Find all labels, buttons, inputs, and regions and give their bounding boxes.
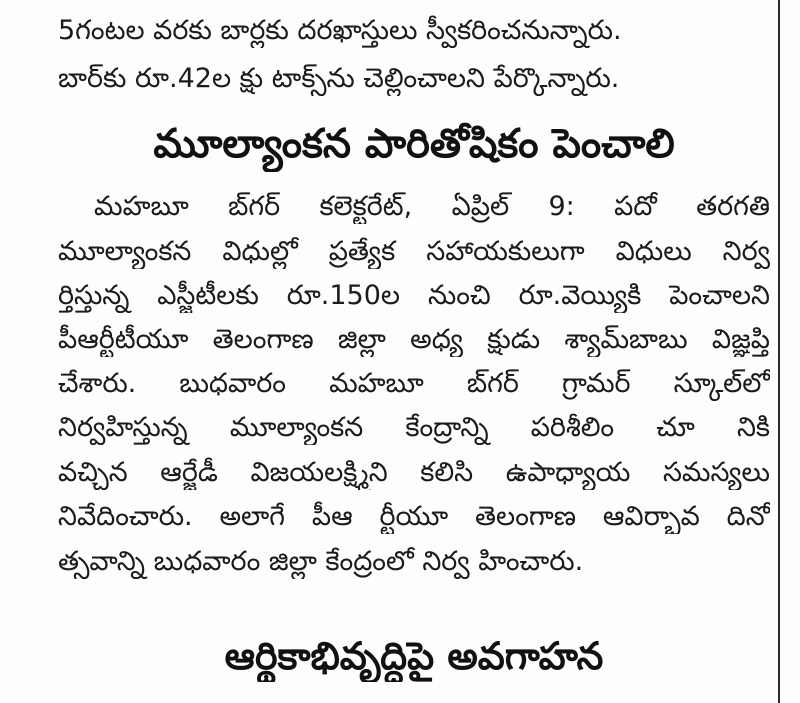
body-line-3: ర్తిస్తున్న ఎస్జీటీలకు రూ.150ల నుంచి రూ.వెయ్యికి పెంచాలని	[58, 280, 770, 311]
headline-main: మూల్యాంకన పారితోషికం పెంచాలి	[153, 121, 675, 167]
column-divider	[778, 0, 780, 703]
body-line-2: మూల్యాంకన విధుల్లో ప్రత్యేక సహాయకులుగా విధులు నిర్వ	[58, 236, 770, 267]
body-line-1: మహబూ బ్‌గర్ కలెక్టరేట్, ఏప్రిల్ 9: పదో తరగతి	[94, 191, 770, 222]
body-line-5: చేశారు. బుధవారం మహబూ బ్‌గర్ గ్రామర్ స్కూల్‌లో	[58, 368, 770, 399]
body-line-7: వచ్చిన ఆర్జేడీ విజయలక్ష్మిని కలిసి ఉపాధ్యాయ సమస్యలు	[58, 457, 770, 488]
headline-next: ఆర్థికాభివృద్ధిపై అవగాహన	[224, 634, 604, 678]
body-line-6: నిర్వహిస్తున్న మూల్యాంకన కేంద్రాన్ని పరిశీలిం చూ నికి	[58, 412, 770, 443]
body-line-4: పీఆర్టీటీయూ తెలంగాణ జిల్లా అధ్య క్షుడు శ్యామ్‌బాబు విజ్ఞప్తి	[58, 324, 770, 355]
body-line-9: త్సవాన్ని బుధవారం జిల్లా కేంద్రంలో నిర్వ హించారు.	[58, 546, 584, 577]
article-top-line-1: 5గంటల వరకు బార్లకు దరఖాస్తులు స్వీకరించనున్నారు.	[58, 15, 622, 46]
body-line-8: నివేదించారు. అలాగే పీఆ ర్టీయూ తెలంగాణ ఆవిర్భావ దినో	[58, 501, 770, 532]
clipped-next-line	[58, 690, 770, 703]
article-top-line-2: బార్‌కు రూ.42ల క్షు టాక్స్‌ను చెల్లించాలని పేర్కొన్నారు.	[58, 63, 620, 94]
clipped-previous-line	[58, 0, 770, 2]
